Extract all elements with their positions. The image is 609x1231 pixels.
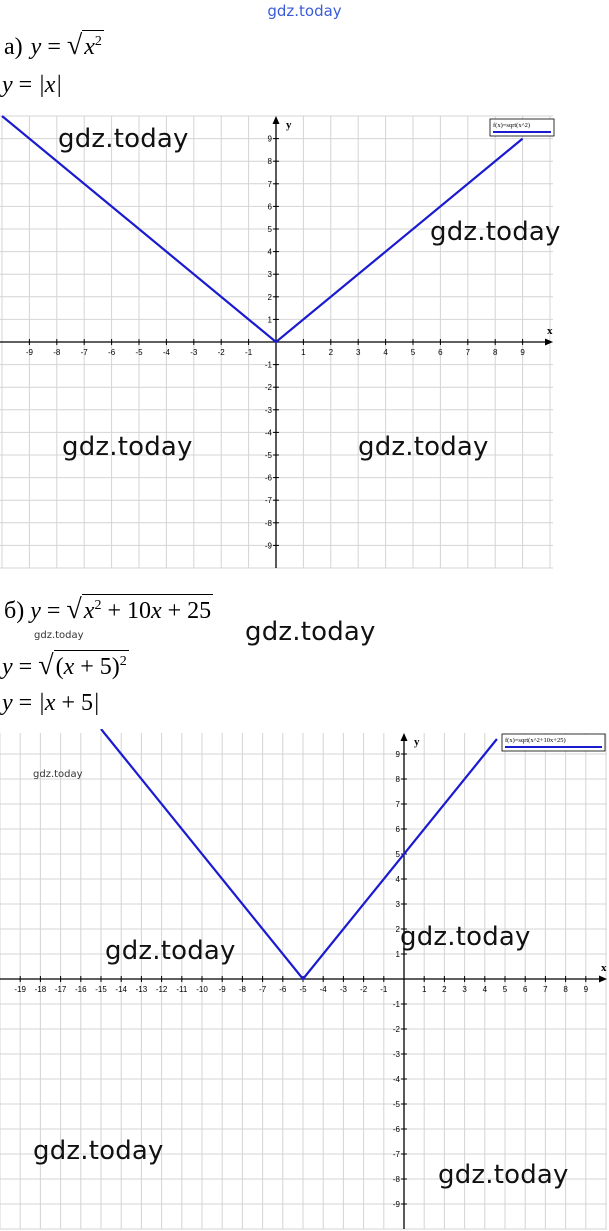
x-tick-label: -9: [218, 985, 226, 994]
x-tick-label: -1: [245, 348, 253, 357]
x-tick-label: -12: [155, 985, 168, 994]
watermark: gdz.today: [33, 1136, 164, 1166]
x-tick-label: -8: [238, 985, 246, 994]
x-tick-label: -3: [190, 348, 198, 357]
x-tick-label: -7: [259, 985, 267, 994]
legend-label: f(x)=sqrt(x^2): [493, 122, 531, 129]
y-tick-label: 9: [395, 750, 400, 759]
watermark: gdz.today: [358, 432, 489, 462]
x-axis-label: x: [601, 962, 607, 974]
watermark-small: gdz.today: [34, 630, 84, 641]
y-tick-label: -5: [264, 451, 272, 460]
y-tick-label: 9: [267, 134, 272, 144]
y-tick-label: 6: [395, 825, 400, 834]
chart-a: [0, 110, 609, 570]
x-tick-label: -10: [196, 985, 208, 994]
x-tick-label: -5: [299, 985, 307, 994]
x-tick-label: 3: [462, 985, 467, 994]
watermark-top: gdz.today: [267, 2, 342, 20]
watermark: gdz.today: [400, 922, 531, 952]
part-a-label: а): [4, 34, 23, 60]
x-tick-label: -4: [319, 985, 327, 994]
watermark: gdz.today: [245, 617, 376, 647]
x-tick-label: 1: [421, 985, 427, 994]
y-tick-label: 3: [267, 270, 272, 280]
y-tick-label: -7: [264, 496, 272, 506]
x-tick-label: -8: [53, 348, 61, 357]
y-tick-label: -4: [392, 1075, 400, 1084]
part-b-equation-1: б) $y = √x^2 + 10x + 25$: [4, 594, 212, 625]
x-tick-label: -16: [75, 985, 87, 994]
y-tick-label: 5: [395, 850, 400, 859]
part-b-label: б): [4, 598, 25, 624]
x-tick-label: -3: [339, 985, 347, 994]
x-tick-label: -4: [162, 348, 170, 357]
x-tick-label: -13: [135, 985, 148, 994]
y-tick-label: 1: [267, 315, 272, 325]
y-tick-label: 4: [395, 875, 400, 884]
y-tick-label: -2: [264, 383, 272, 393]
y-tick-label: -2: [392, 1025, 400, 1034]
x-tick-label: 4: [482, 985, 488, 994]
x-tick-label: -2: [360, 985, 368, 994]
legend-label: f(x)=sqrt(x^2+10x+25): [505, 737, 566, 744]
y-tick-label: 5: [267, 225, 272, 234]
y-tick-label: -9: [264, 541, 272, 551]
x-tick-label: -19: [14, 985, 26, 994]
x-tick-label: -15: [95, 985, 107, 994]
y-tick-label: 6: [267, 202, 272, 212]
part-b-equation-3: y = |x + 5|: [2, 690, 100, 716]
watermark: gdz.today: [438, 1160, 569, 1190]
part-b-equation-2: $y = √(x + 5)^2$: [2, 650, 127, 681]
y-axis-label: y: [286, 119, 292, 131]
watermark: gdz.today: [58, 124, 189, 154]
y-tick-label: 2: [395, 925, 400, 934]
y-tick-label: 1: [395, 950, 400, 959]
x-tick-label: -5: [135, 348, 143, 357]
x-tick-label: -18: [34, 985, 47, 994]
y-tick-label: -7: [392, 1150, 400, 1159]
part-a-equation-1: а) $y = √x^2$: [4, 30, 102, 61]
y-tick-label: -6: [264, 473, 272, 483]
x-tick-label: -1: [380, 985, 388, 994]
x-tick-label: 3: [355, 348, 361, 357]
x-tick-label: -9: [25, 348, 33, 357]
y-tick-label: -8: [392, 1175, 400, 1184]
x-tick-label: -7: [80, 348, 88, 357]
x-tick-label: 9: [520, 348, 525, 357]
part-a-equation-2: y = |x|: [2, 72, 63, 98]
x-tick-label: 5: [410, 348, 416, 357]
x-tick-label: 1: [301, 348, 306, 357]
y-tick-label: -1: [392, 1000, 400, 1009]
x-tick-label: 6: [438, 348, 443, 357]
x-tick-label: 7: [543, 985, 548, 994]
watermark: gdz.today: [62, 432, 193, 462]
x-tick-label: 4: [383, 348, 388, 357]
x-tick-label: -17: [54, 985, 67, 994]
x-tick-label: -2: [217, 348, 225, 357]
x-tick-label: -6: [108, 348, 116, 357]
x-tick-label: 6: [522, 985, 528, 994]
y-tick-label: -4: [264, 428, 272, 438]
y-tick-label: 8: [395, 775, 400, 784]
y-tick-label: -9: [392, 1200, 400, 1209]
y-tick-label: 2: [267, 292, 272, 302]
y-tick-label: -3: [264, 405, 272, 415]
y-axis-label: y: [414, 736, 420, 748]
y-tick-label: 8: [267, 157, 272, 167]
x-tick-label: 5: [502, 985, 508, 994]
y-tick-label: 3: [395, 900, 400, 909]
y-tick-label: -6: [392, 1125, 400, 1134]
x-tick-label: 8: [563, 985, 568, 994]
x-tick-label: 8: [492, 348, 498, 357]
y-tick-label: 7: [267, 179, 272, 189]
x-tick-label: -6: [279, 985, 287, 994]
x-axis-arrow: [545, 339, 553, 346]
x-tick-label: 2: [442, 985, 447, 994]
watermark: gdz.today: [105, 936, 236, 966]
watermark: gdz.today: [430, 217, 561, 247]
x-tick-label: 9: [583, 985, 589, 994]
y-tick-label: -8: [264, 518, 272, 528]
y-axis-arrow: [273, 116, 280, 124]
y-tick-label: 7: [395, 800, 400, 809]
y-tick-label: -5: [392, 1100, 400, 1109]
x-tick-label: -11: [176, 985, 188, 994]
y-tick-label: 4: [267, 247, 272, 257]
x-axis-label: x: [547, 325, 553, 337]
x-tick-label: 2: [328, 348, 334, 357]
watermark-small: gdz.today: [33, 769, 83, 780]
y-tick-label: -3: [392, 1050, 400, 1059]
y-axis-arrow: [401, 733, 408, 741]
x-tick-label: 7: [465, 348, 471, 357]
x-tick-label: -14: [115, 985, 127, 994]
y-tick-label: -1: [264, 360, 272, 370]
